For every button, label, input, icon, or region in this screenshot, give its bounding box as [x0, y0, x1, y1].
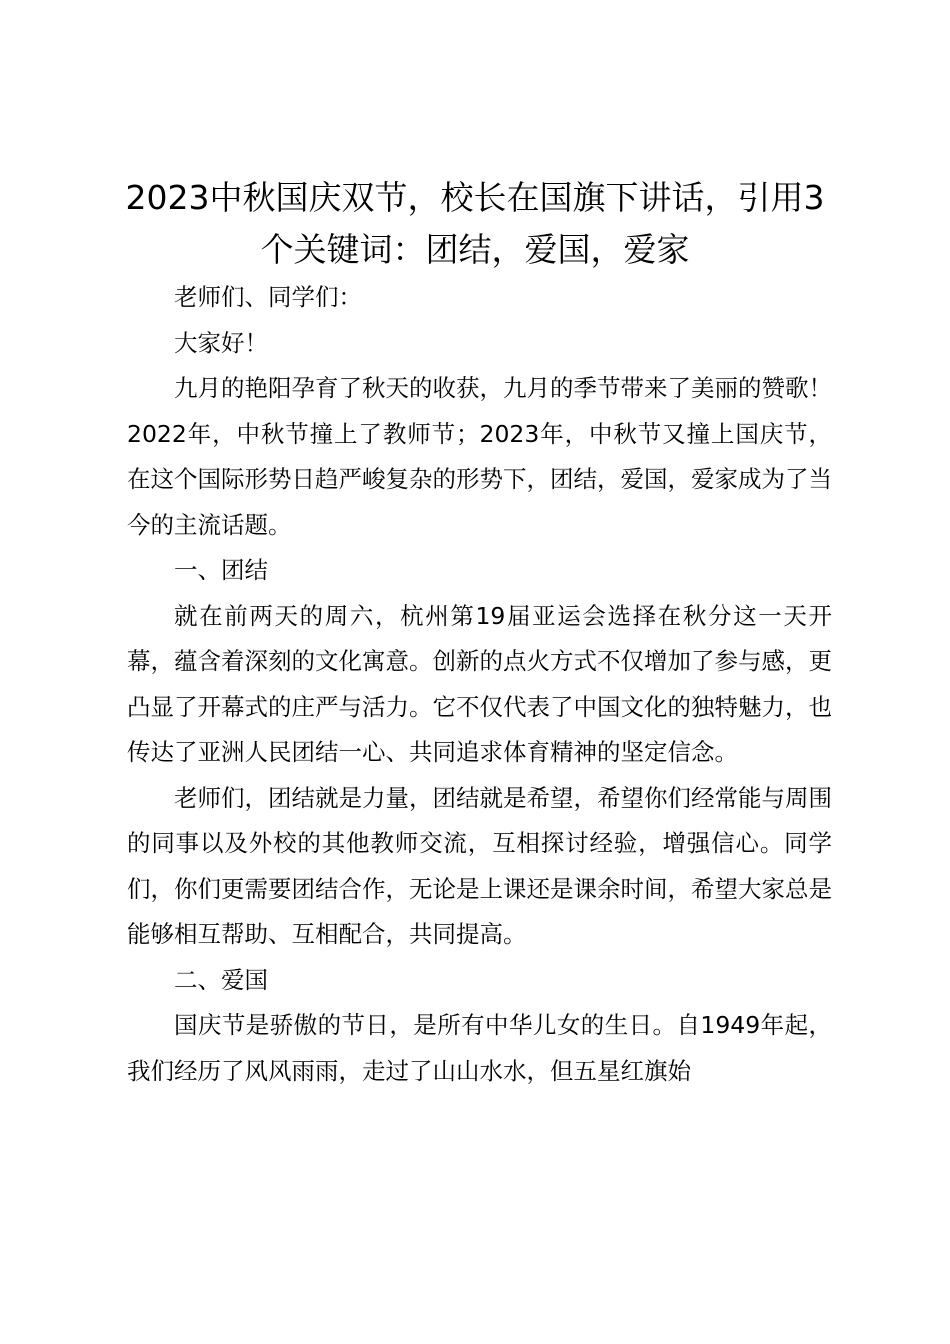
- greeting: 大家好！: [174, 328, 268, 357]
- salutation: 老师们、同学们：: [174, 283, 362, 311]
- paragraph-asian-games: 就在前两天的周六，杭州第19届亚运会选择在秋分这一天开幕，蕴含着深刻的文化寓意。创新的点火方式不仅增加了参与感，更凸显了开幕式的庄严与活力。它不仅代表了中国文化的独特魅力，也传达了亚洲人民团结一心、共同追求体育精神的坚定信念。: [127, 601, 832, 766]
- paragraph-national-day: 国庆节是骄傲的节日，是所有中华儿女的生日。自1949年起，我们经历了风风雨雨，走过了山山水水，但五星红旗始: [127, 1011, 832, 1085]
- section-heading-unity: 一、团结: [174, 556, 268, 584]
- document-body: [127, 275, 832, 1094]
- paragraph-unity-message: 老师们，团结就是力量，团结就是希望，希望你们经常能与周围的同事以及外校的其他教师交流，互相探讨经验，增强信心。同学们，你们更需要团结合作，无论是上课还是课余时间，希望大家总是能够相互帮助、互相配合，共同提高。: [127, 783, 832, 948]
- section-heading-patriotism: 二、爱国: [174, 965, 268, 994]
- document-title: 2023中秋国庆双节，校长在国旗下讲话，引用3个关键词：团结，爱国，爱家: [125, 178, 825, 269]
- intro-paragraph: 九月的艳阳孕育了秋天的收获，九月的季节带来了美丽的赞歌！2022年，中秋节撞上了教师节；2023年，中秋节又撞上国庆节，在这个国际形势日趋严峻复杂的形势下，团结，爱国，爱家成为了当今的主流话题。: [127, 374, 832, 539]
